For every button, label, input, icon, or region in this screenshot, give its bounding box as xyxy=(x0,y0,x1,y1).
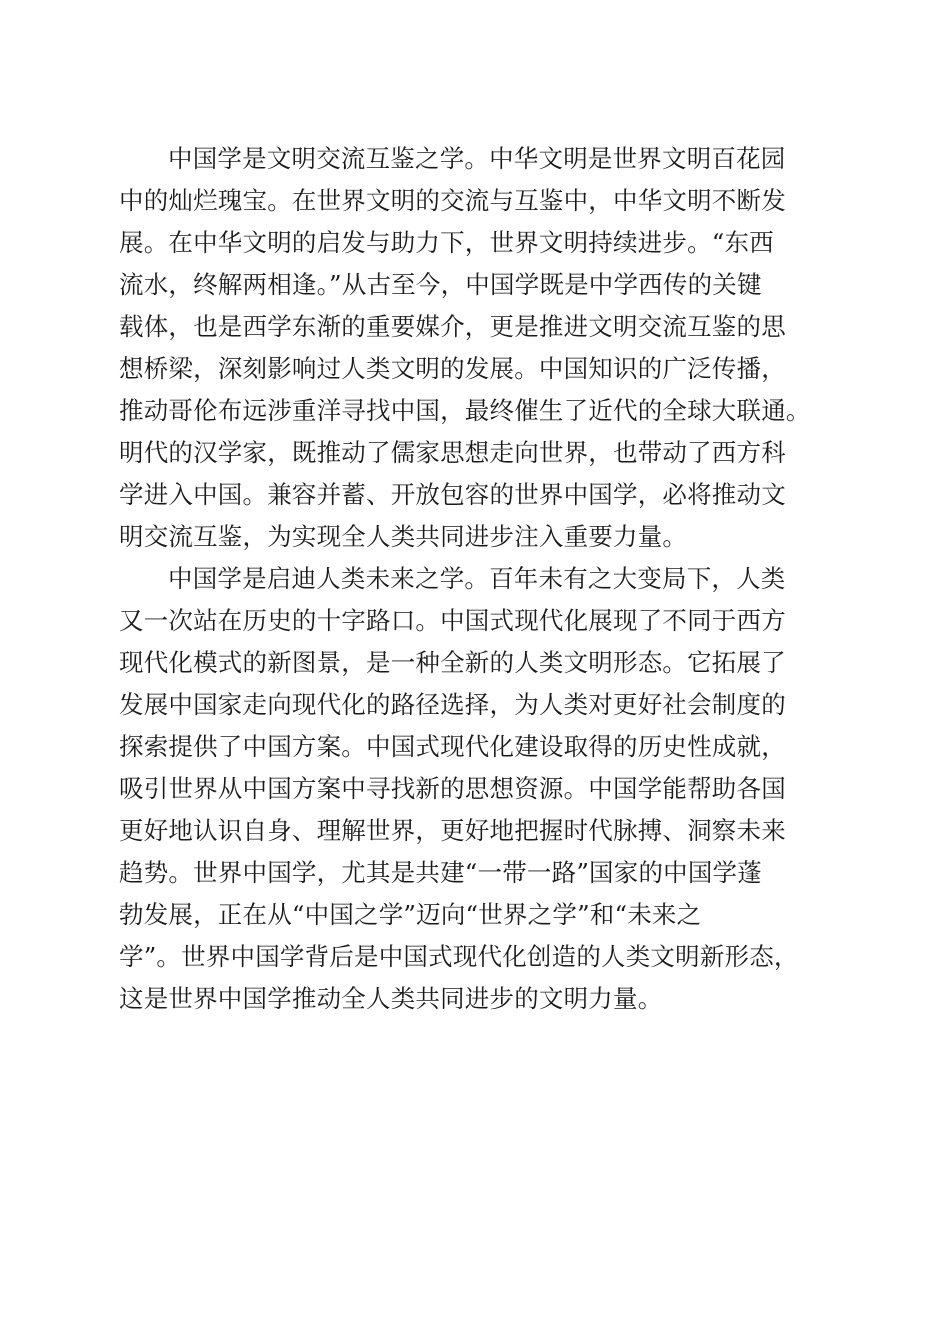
text-line: 吸引世界从中国方案中寻找新的思想资源。中国学能帮助各国 xyxy=(119,774,786,803)
text-line: 又一次站在历史的十字路口。中国式现代化展现了不同于西方 xyxy=(119,606,786,635)
body-text xyxy=(119,138,841,1020)
paragraph-2 xyxy=(119,558,841,1020)
text-line: 学进入中国。兼容并蓄、开放包容的世界中国学，必将推动文 xyxy=(119,480,786,509)
text-line: 现代化模式的新图景，是一种全新的人类文明形态。它拓展了 xyxy=(119,648,786,677)
text-line: 发展中国家走向现代化的路径选择，为人类对更好社会制度的 xyxy=(119,690,786,719)
text-line: 中国学是文明交流互鉴之学。中华文明是世界文明百花园 xyxy=(168,144,786,173)
text-line: 想桥梁，深刻影响过人类文明的发展。中国知识的广泛传播， xyxy=(119,354,786,383)
text-line: 中的灿烂瑰宝。在世界文明的交流与互鉴中，中华文明不断发 xyxy=(119,186,786,215)
text-line: 勃发展，正在从“中国之学”迈向“世界之学”和“未来之 xyxy=(119,900,702,929)
text-line: 更好地认识自身、理解世界，更好地把握时代脉搏、洞察未来 xyxy=(119,816,786,845)
text-line: 趋势。世界中国学，尤其是共建“一带一路”国家的中国学蓬 xyxy=(119,858,762,887)
text-line: 学”。世界中国学背后是中国式现代化创造的人类文明新形态， xyxy=(119,942,799,971)
text-line: 明交流互鉴，为实现全人类共同进步注入重要力量。 xyxy=(119,522,688,551)
text-line: 推动哥伦布远涉重洋寻找中国，最终催生了近代的全球大联通。 xyxy=(119,396,811,425)
text-line: 展。在中华文明的启发与助力下，世界文明持续进步。“东西 xyxy=(119,228,774,257)
text-line: 中国学是启迪人类未来之学。百年未有之大变局下，人类 xyxy=(168,564,786,593)
paragraph-1 xyxy=(119,138,841,558)
text-line: 明代的汉学家，既推动了儒家思想走向世界，也带动了西方科 xyxy=(119,438,786,467)
text-line: 载体，也是西学东渐的重要媒介，更是推进文明交流互鉴的思 xyxy=(119,312,786,341)
text-line: 这是世界中国学推动全人类共同进步的文明力量。 xyxy=(119,984,663,1013)
text-line: 探索提供了中国方案。中国式现代化建设取得的历史性成就， xyxy=(119,732,786,761)
text-line: 流水，终解两相逢。”从古至今，中国学既是中学西传的关键 xyxy=(119,270,762,299)
